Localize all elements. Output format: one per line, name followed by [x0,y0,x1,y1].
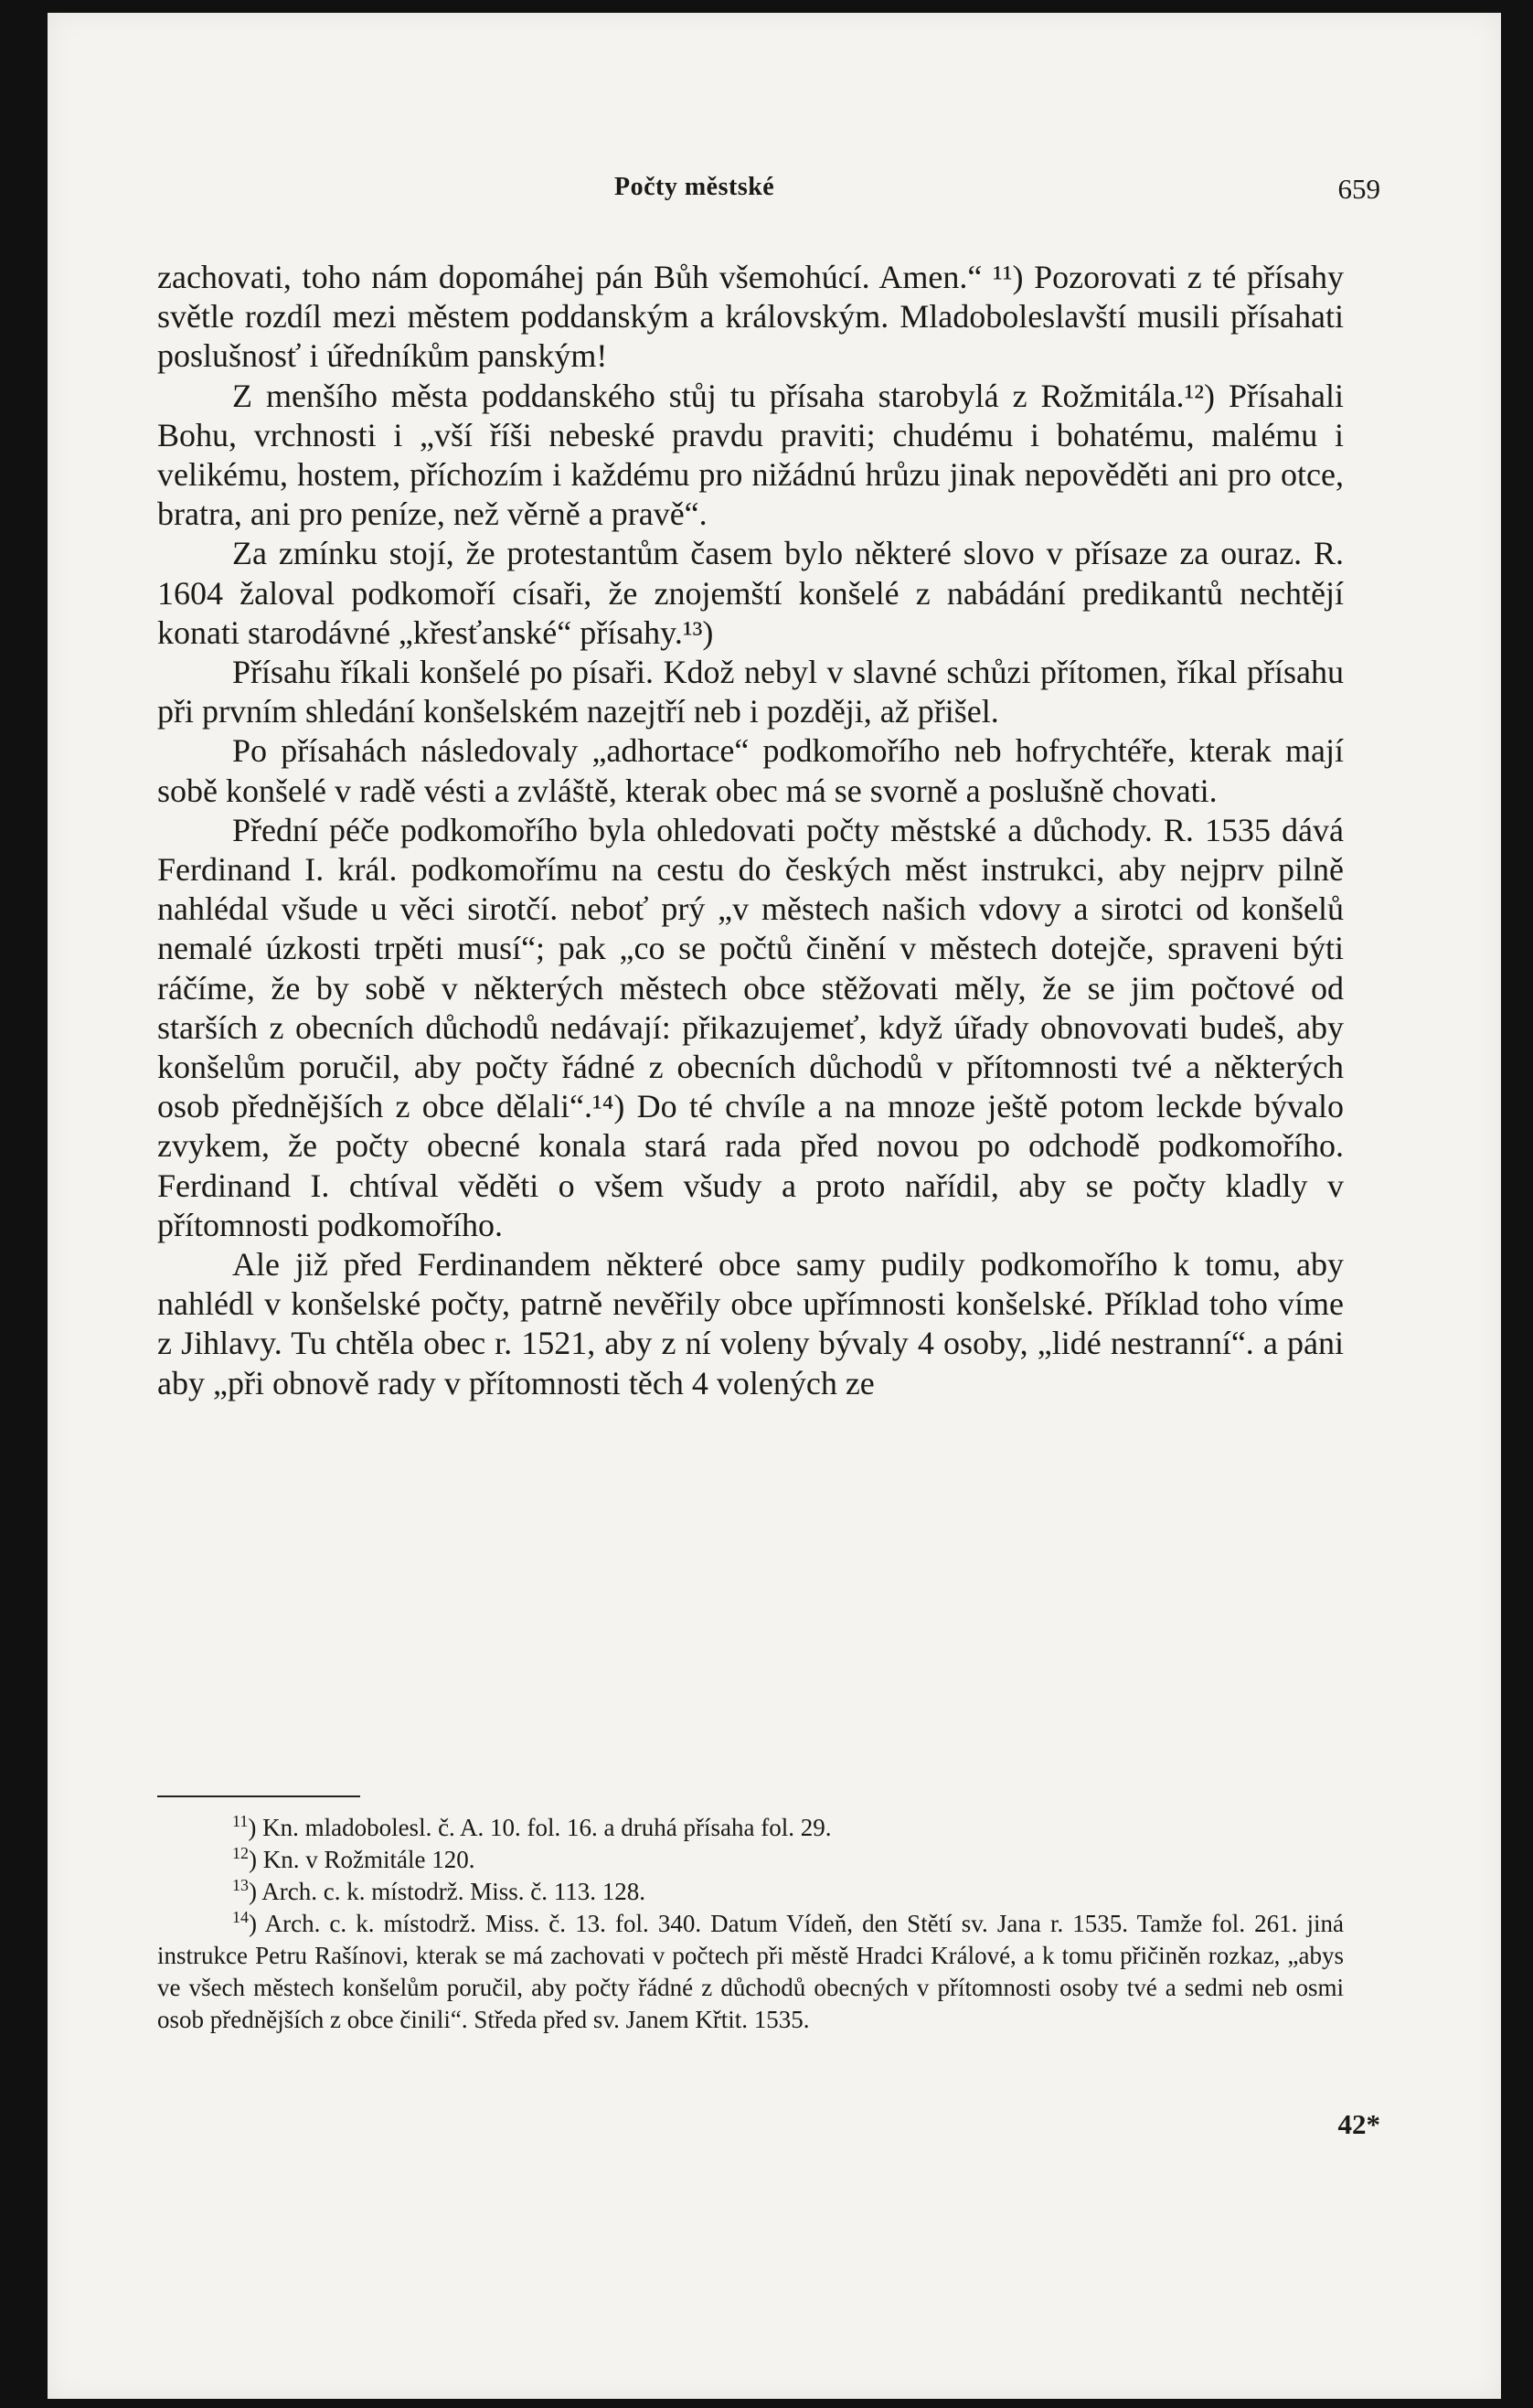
book-page [48,13,1501,2399]
footnote-mark: 14 [232,1908,249,1926]
running-title: Počty městské [614,173,775,201]
paragraph: Za zmínku stojí, že protestantům časem bylo některé slovo v přísaze za ouraz. R. 1604 žaloval podkomoří císaři, že znojemští konšelé z nabádání predikantů nechtějí konati starodávné „křesťanské“ přísahy.¹³) [157,535,1344,651]
paragraph: Přední péče podkomořího byla ohledovati počty městské a důchody. R. 1535 dává Ferdinand I. král. podkomořímu na cestu do českých měst instrukci, aby nejprv pilně nahlédal všude u věci sirotčí. neboť prý „v městech našich vdovy a sirotci od konšelů nemalé úzkosti trpěti musí“; pak „co se počtů činění v městech dotejče, spraveni býti ráčíme, že by sobě v některých městech obce stěžovati měly, že se jim počtové od starších z obecních důchodů nedávají: přikazujemeť, když úřady obnovovati budeš, aby konšelům poručil, aby počty řádné z obecních důchodů v přítomnosti tvé a některých osob přednějších z obce dělali“.¹⁴) Do té chvíle a na mnoze ještě potom leckde bývalo zvykem, že počty obecné konala stará rada před novou po odchodě podkomořího. Ferdinand I. chtíval věděti o všem všudy a proto nařídil, aby se počty kladly v přítomnosti podkomořího. [157,811,1344,1243]
footnotes [157,1812,1344,2036]
printer-signature: 42* [1337,2108,1380,2140]
footnote-mark: 13 [232,1876,249,1894]
footnote-text: ) Kn. v Rožmitále 120. [249,1846,475,1873]
page-header [48,173,1501,209]
footnote-text: ) Arch. c. k. místodrž. Miss. č. 113. 128. [249,1878,645,1905]
paragraph: Ale již před Ferdinandem některé obce samy pudily podkomořího k tomu, aby nahlédl v konšelské počty, patrně nevěřily obce upřímnosti konšelské. Příklad toho víme z Jihlavy. Tu chtěla obec r. 1521, aby z ní voleny bývaly 4 osoby, „lidé nestranní“. a páni aby „při obnově rady v přítomnosti těch 4 volených ze [157,1246,1344,1401]
footnote [157,1844,1344,1876]
footnote-mark: 11 [232,1812,249,1830]
footnote-mark: 12 [232,1844,249,1862]
page-number: 659 [1337,173,1380,205]
main-text [157,258,1344,1403]
footnote [157,1812,1344,1844]
paragraph: zachovati, toho nám dopomáhej pán Bůh všemohúcí. Amen.“ ¹¹) Pozorovati z té přísahy světle rozdíl mezi městem poddanským a královským. Mladoboleslavští musili přísahati poslušnosť i úředníkům panským! [157,259,1344,375]
footnote [157,1876,1344,1908]
paragraph: Přísahu říkali konšelé po písaři. Kdož nebyl v slavné schůzi přítomen, říkal přísahu při prvním shledání konšelském nazejtří neb i později, až přišel. [157,654,1344,730]
footnote-text: ) Kn. mladobolesl. č. A. 10. fol. 16. a druhá přísaha fol. 29. [248,1814,832,1841]
paragraph: Z menšího města poddanského stůj tu přísaha starobylá z Rožmitála.¹²) Přísahali Bohu, vrchnosti i „vší říši nebeské pravdu praviti; chudému i bohatému, malému i velikému, hostem, příchozím i každému pro nižádnú hrůzu jinak nepověděti ani pro otce, bratra, ani pro peníze, než věrně a pravě“. [157,377,1344,533]
footnote [157,1908,1344,2036]
footnote-rule [157,1795,360,1797]
footnote-text: ) Arch. c. k. místodrž. Miss. č. 13. fol. 340. Datum Vídeň, den Stětí sv. Jana r. 1535. Tamže fol. 261. jiná instrukce Petru Rašínovi, kterak se má zachovati v počtech při městě Hradci Králové, a k tomu přičiněn rozkaz, „abys ve všech městech konšelům poručil, aby počty řádné z důchodů obecných v přítomnosti osoby tvé a sedmi neb osmi osob přednějších z obce činili“. Středa před sv. Janem Křtit. 1535. [157,1910,1344,2033]
paragraph: Po přísahách následovaly „adhortace“ podkomořího neb hofrychtéře, kterak mají sobě konšelé v radě vésti a zvláště, kterak obec má se svorně a poslušně chovati. [157,732,1344,809]
